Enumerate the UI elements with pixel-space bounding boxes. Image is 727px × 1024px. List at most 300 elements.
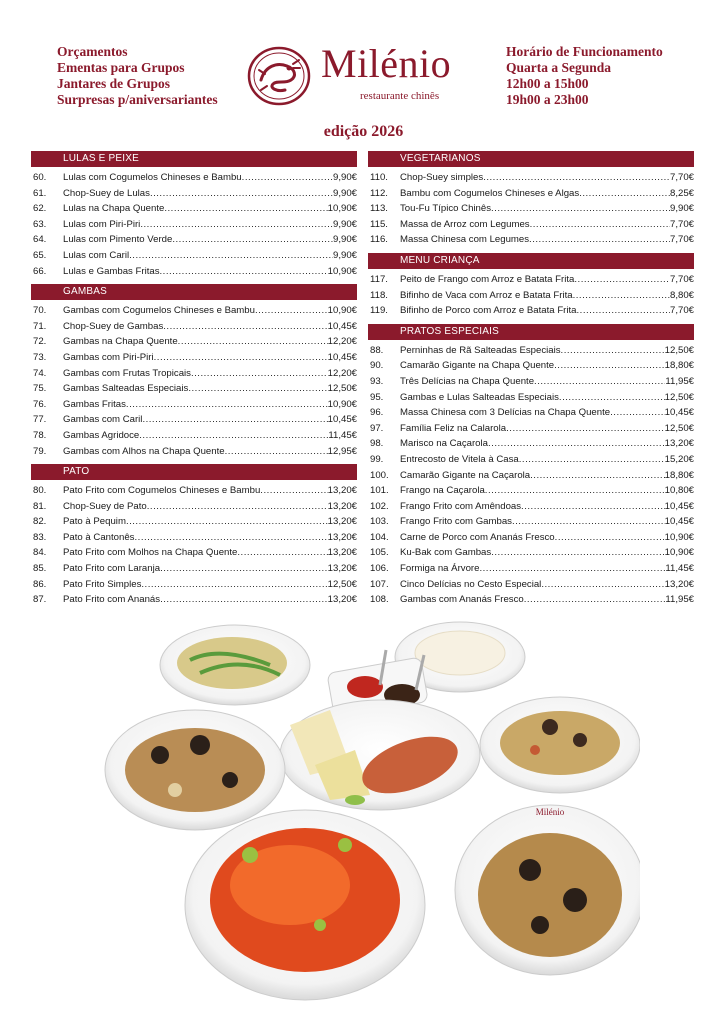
menu-item-price: 13,20€ xyxy=(664,578,694,590)
dot-leader xyxy=(178,334,328,350)
menu-item xyxy=(368,201,694,217)
menu-item xyxy=(368,390,694,406)
menu-item-number: 119. xyxy=(370,305,388,317)
dot-leader xyxy=(579,186,670,202)
menu-item-number: 83. xyxy=(33,531,47,543)
menu-item-name: Frango Frito com Gambas xyxy=(400,516,512,528)
menu-item-price: 15,20€ xyxy=(664,453,694,465)
dot-leader xyxy=(573,288,670,304)
menu-item xyxy=(31,264,357,280)
menu-item-number: 101. xyxy=(370,485,389,497)
menu-item-price: 7,70€ xyxy=(669,305,694,317)
menu-item-body xyxy=(63,499,357,515)
menu-item-number: 75. xyxy=(33,383,47,395)
menu-item-name: Família Feliz na Calarola xyxy=(400,422,507,434)
menu-item-body xyxy=(400,201,694,217)
menu-item-body xyxy=(63,514,357,530)
menu-item xyxy=(31,397,357,413)
menu-item-body xyxy=(400,405,694,421)
menu-column-left xyxy=(31,150,357,608)
menu-item xyxy=(31,366,357,382)
menu-item xyxy=(368,499,694,515)
dot-leader xyxy=(188,381,327,397)
dot-leader xyxy=(577,303,670,319)
restaurant-logo xyxy=(247,41,487,110)
dot-leader xyxy=(237,545,327,561)
menu-item-name: Chop-Suey de Lulas xyxy=(63,187,150,199)
dot-leader xyxy=(255,303,328,319)
menu-item-number: 103. xyxy=(370,516,389,528)
menu-item-number: 73. xyxy=(33,351,47,363)
menu-item-body xyxy=(400,561,694,577)
menu-item-body xyxy=(400,468,694,484)
menu-item-name: Pato Frito Simples xyxy=(63,578,142,590)
menu-item-number: 86. xyxy=(33,578,47,590)
menu-item xyxy=(368,577,694,593)
menu-item-name: Gambas Fritas xyxy=(63,398,126,410)
menu-item-price: 13,20€ xyxy=(327,563,357,575)
menu-item xyxy=(368,272,694,288)
menu-item-number: 78. xyxy=(33,429,47,441)
menu-item-name: Entrecosto de Vitela à Casa xyxy=(400,453,519,465)
section-header: GAMBAS xyxy=(31,284,357,300)
section-header: MENU CRIANÇA xyxy=(368,253,694,269)
menu-item-price: 10,45€ xyxy=(327,414,357,426)
menu-item-number: 90. xyxy=(370,360,384,372)
menu-item xyxy=(368,374,694,390)
dot-leader xyxy=(519,452,665,468)
menu-item-price: 10,90€ xyxy=(664,547,694,559)
menu-item-number: 81. xyxy=(33,500,47,512)
menu-item-price: 11,45€ xyxy=(665,563,694,575)
services-line: Orçamentos xyxy=(57,44,128,59)
menu-item xyxy=(368,545,694,561)
menu-item-number: 110. xyxy=(370,172,388,183)
menu-item xyxy=(368,483,694,499)
dot-leader xyxy=(491,201,670,217)
menu-item-body xyxy=(400,232,694,248)
menu-item-price: 9,90€ xyxy=(332,187,357,199)
menu-item-body xyxy=(63,366,357,382)
menu-item-price: 13,20€ xyxy=(327,531,357,543)
menu-item-number: 118. xyxy=(370,289,388,301)
menu-item-name: Massa Chinesa com Legumes xyxy=(400,234,530,246)
section-header: VEGETARIANOS xyxy=(368,151,694,167)
menu-item-body xyxy=(400,217,694,233)
menu-item xyxy=(368,288,694,304)
menu-item-body xyxy=(400,421,694,437)
menu-item-number: 66. xyxy=(33,265,47,277)
menu-item-name: Lulas e Gambas Fritas xyxy=(63,265,160,277)
menu-item-number: 99. xyxy=(370,453,384,465)
menu-item-number: 72. xyxy=(33,336,47,348)
menu-item-body xyxy=(63,264,357,280)
menu-item-number: 84. xyxy=(33,547,47,559)
menu-item-number: 71. xyxy=(33,320,47,332)
dot-leader xyxy=(541,577,664,593)
menu-item-name: Gambas na Chapa Quente xyxy=(63,336,178,348)
dishes-photo xyxy=(80,615,640,1015)
menu-item-price: 10,90€ xyxy=(327,305,357,317)
menu-item-price: 7,70€ xyxy=(669,234,694,246)
menu-item-price: 18,80€ xyxy=(664,360,694,372)
menu-item-number: 104. xyxy=(370,531,389,543)
edition-title: edição 2026 xyxy=(323,123,404,140)
menu-item-price: 13,20€ xyxy=(327,500,357,512)
hours-line: Horário de Funcionamento xyxy=(506,44,663,59)
menu-item xyxy=(368,421,694,437)
menu-item xyxy=(368,186,694,202)
menu-item-price: 9,90€ xyxy=(332,234,357,246)
hours-line: Quarta a Segunda xyxy=(506,60,612,75)
menu-item-body xyxy=(400,545,694,561)
dot-leader xyxy=(142,412,327,428)
menu-item-body xyxy=(63,319,357,335)
menu-item xyxy=(31,412,357,428)
menu-item xyxy=(31,545,357,561)
menu-item-price: 13,20€ xyxy=(327,516,357,528)
menu-item-price: 12,50€ xyxy=(664,391,694,403)
menu-item-body xyxy=(63,381,357,397)
menu-item-number: 62. xyxy=(33,203,47,215)
menu-item-body xyxy=(63,397,357,413)
menu-item-body xyxy=(400,499,694,515)
menu-item xyxy=(31,303,357,319)
dot-leader xyxy=(242,170,333,186)
menu-item-body xyxy=(63,412,357,428)
menu-item-price: 8,80€ xyxy=(669,289,694,301)
menu-item-body xyxy=(63,248,357,264)
menu-item-price: 10,90€ xyxy=(664,531,694,543)
menu-item-number: 98. xyxy=(370,438,384,450)
menu-item-number: 115. xyxy=(370,218,388,230)
menu-item-body xyxy=(63,170,357,186)
dot-leader xyxy=(574,272,670,288)
dot-leader xyxy=(154,350,328,366)
menu-item-number: 77. xyxy=(33,414,47,426)
menu-item-body xyxy=(63,303,357,319)
menu-item-body xyxy=(63,232,357,248)
menu-item-body xyxy=(400,483,694,499)
menu-item-name: Pato à Pequim xyxy=(63,516,126,528)
menu-item-name: Gambas Agridoce xyxy=(63,429,140,441)
menu-item-name: Camarão Gigante na Caçarola xyxy=(400,469,531,481)
dot-leader xyxy=(129,248,333,264)
menu-item-name: Chop-Suey simples xyxy=(400,172,484,183)
menu-item-name: Gambas Salteadas Especiais xyxy=(63,383,189,395)
menu-item-name: Gambas com Cogumelos Chineses e Bambu xyxy=(63,305,255,317)
dot-leader xyxy=(147,499,328,515)
menu-item-name: Camarão Gigante na Chapa Quente xyxy=(400,360,555,372)
menu-item-body xyxy=(63,561,357,577)
menu-item-price: 18,80€ xyxy=(664,469,694,481)
menu-item-name: Marisco na Caçarola xyxy=(400,438,488,450)
menu-item-body xyxy=(400,452,694,468)
dot-leader xyxy=(191,366,328,382)
menu-item-name: Frango na Caçarola xyxy=(400,485,485,497)
menu-item-name: Lulas com Caril xyxy=(63,249,130,261)
menu-item xyxy=(368,343,694,359)
dot-leader xyxy=(530,217,670,233)
menu-item-body xyxy=(400,343,694,359)
menu-item-name: Bambu com Cogumelos Chineses e Algas xyxy=(400,187,580,199)
menu-item xyxy=(31,186,357,202)
dot-leader xyxy=(160,592,328,608)
menu-item xyxy=(31,170,357,186)
dot-leader xyxy=(126,397,328,413)
menu-item-body xyxy=(63,545,357,561)
menu-item-number: 100. xyxy=(370,469,389,481)
hours-line: 19h00 a 23h00 xyxy=(506,92,589,107)
menu-item-price: 9,90€ xyxy=(669,203,694,215)
menu-item-price: 12,50€ xyxy=(664,344,694,356)
menu-item-price: 11,95€ xyxy=(665,594,694,606)
menu-item-number: 116. xyxy=(370,234,388,246)
menu-item-body xyxy=(400,358,694,374)
menu-item-price: 13,20€ xyxy=(327,547,357,559)
menu-item-price: 10,90€ xyxy=(327,203,357,215)
menu-item-number: 88. xyxy=(370,344,384,356)
menu-item xyxy=(31,350,357,366)
menu-item-body xyxy=(400,514,694,530)
menu-item-body xyxy=(63,186,357,202)
menu-item-name: Gambas com Alhos na Chapa Quente xyxy=(63,445,225,457)
menu-item xyxy=(31,499,357,515)
menu-item-body xyxy=(63,217,357,233)
menu-item xyxy=(31,381,357,397)
menu-item-price: 12,20€ xyxy=(327,336,357,348)
dot-leader xyxy=(260,483,327,499)
dot-leader xyxy=(530,468,665,484)
dot-leader xyxy=(521,499,665,515)
menu-item-price: 9,90€ xyxy=(332,249,357,261)
menu-item-number: 117. xyxy=(370,273,388,285)
menu-item-number: 96. xyxy=(370,407,384,419)
menu-item-body xyxy=(63,483,357,499)
menu-item-price: 11,45€ xyxy=(328,429,357,441)
menu-item xyxy=(368,436,694,452)
section-header: LULAS E PEIXE xyxy=(31,151,357,167)
menu-item-price: 10,90€ xyxy=(327,265,357,277)
menu-item-body xyxy=(63,444,357,460)
menu-item-number: 87. xyxy=(33,594,47,606)
menu-item-name: Pato Frito com Ananás xyxy=(63,594,161,606)
menu-item-name: Frango Frito com Amêndoas xyxy=(400,500,522,512)
section-header: PATO xyxy=(31,464,357,480)
menu-column-right xyxy=(368,150,694,608)
dot-leader xyxy=(491,545,664,561)
dot-leader xyxy=(164,201,327,217)
menu-item-name: Gambas com Piri-Piri xyxy=(63,351,154,363)
dot-leader xyxy=(512,514,665,530)
menu-item-number: 70. xyxy=(33,305,47,317)
menu-item-name: Bifinho de Porco com Arroz e Batata Frita xyxy=(400,305,577,317)
menu-item-number: 76. xyxy=(33,398,47,410)
menu-item-price: 7,70€ xyxy=(669,218,694,230)
services-line: Surpresas p/aniversariantes xyxy=(57,92,218,107)
menu-item-name: Três Delícias na Chapa Quente xyxy=(400,375,535,387)
dot-leader xyxy=(225,444,328,460)
menu-item xyxy=(31,444,357,460)
menu-item xyxy=(31,428,357,444)
dot-leader xyxy=(534,374,665,390)
menu-item-number: 108. xyxy=(370,594,389,606)
menu-item-name: Formiga na Árvore xyxy=(400,563,480,575)
menu-item xyxy=(368,561,694,577)
menu-item-name: Cinco Delícias no Cesto Especial xyxy=(400,578,542,590)
menu-item-name: Peito de Frango com Arroz e Batata Frita xyxy=(400,273,575,285)
dot-leader xyxy=(561,343,665,359)
menu-item-name: Pato à Cantonês xyxy=(63,531,135,543)
menu-item-price: 7,70€ xyxy=(669,172,694,183)
menu-item-name: Tou-Fu Típico Chinês xyxy=(400,203,492,215)
dot-leader xyxy=(126,514,328,530)
menu-item xyxy=(31,483,357,499)
menu-item xyxy=(368,170,694,186)
menu-item xyxy=(31,592,357,608)
menu-item-name: Pato Frito com Cogumelos Chineses e Bambu xyxy=(63,485,261,497)
menu-item-body xyxy=(400,186,694,202)
menu-item-number: 80. xyxy=(33,485,47,497)
menu-item-body xyxy=(63,201,357,217)
menu-item-name: Lulas com Cogumelos Chineses e Bambu xyxy=(63,172,242,183)
menu-item-price: 10,90€ xyxy=(327,398,357,410)
menu-item-price: 13,20€ xyxy=(327,485,357,497)
menu-item-number: 105. xyxy=(370,547,389,559)
menu-item-price: 10,80€ xyxy=(664,485,694,497)
dot-leader xyxy=(610,405,665,421)
menu-item-body xyxy=(63,592,357,608)
menu-item xyxy=(31,334,357,350)
menu-item-name: Gambas e Lulas Salteadas Especiais xyxy=(400,391,559,403)
menu-item xyxy=(368,232,694,248)
menu-item-name: Lulas com Pimento Verde xyxy=(63,234,173,246)
menu-item-body xyxy=(400,577,694,593)
dot-leader xyxy=(506,421,665,437)
menu-item-name: Lulas na Chapa Quente xyxy=(63,203,165,215)
menu-item xyxy=(31,561,357,577)
services-line: Ementas para Grupos xyxy=(57,60,185,75)
menu-item-number: 65. xyxy=(33,249,47,261)
dot-leader xyxy=(555,530,665,546)
menu-item-price: 8,25€ xyxy=(669,187,694,199)
menu-item-price: 9,90€ xyxy=(332,172,357,183)
menu-item-name: Gambas com Frutas Tropicais xyxy=(63,367,191,379)
menu-item-name: Pato Frito com Laranja xyxy=(63,563,161,575)
menu-item-body xyxy=(400,374,694,390)
menu-item xyxy=(368,405,694,421)
menu-item-price: 11,95€ xyxy=(665,375,694,387)
menu-item-number: 79. xyxy=(33,445,47,457)
menu-item xyxy=(31,232,357,248)
dot-leader xyxy=(529,232,670,248)
menu-item-body xyxy=(400,530,694,546)
dot-leader xyxy=(172,232,333,248)
menu-item-name: Chop-Suey de Pato xyxy=(63,500,147,512)
menu-item-name: Carne de Porco com Ananás Fresco xyxy=(400,531,555,543)
menu-item-number: 85. xyxy=(33,563,47,575)
menu-item-price: 10,45€ xyxy=(327,320,357,332)
dot-leader xyxy=(140,217,333,233)
menu-item-number: 61. xyxy=(33,187,47,199)
menu-item xyxy=(31,530,357,546)
menu-item-price: 10,45€ xyxy=(664,516,694,528)
menu-item-number: 82. xyxy=(33,516,47,528)
menu-item-price: 13,20€ xyxy=(327,594,357,606)
dot-leader xyxy=(485,483,665,499)
menu-item-name: Gambas com Caril xyxy=(63,414,143,426)
menu-item-body xyxy=(400,170,694,186)
dot-leader xyxy=(524,592,666,608)
dot-leader xyxy=(139,428,328,444)
menu-item xyxy=(368,358,694,374)
menu-item-body xyxy=(400,390,694,406)
menu-item-number: 112. xyxy=(370,187,388,199)
menu-item-number: 74. xyxy=(33,367,47,379)
menu-item-number: 63. xyxy=(33,218,47,230)
dot-leader xyxy=(160,561,328,577)
menu-item xyxy=(31,319,357,335)
menu-item-number: 106. xyxy=(370,563,389,575)
menu-item-body xyxy=(400,288,694,304)
menu-item-name: Bifinho de Vaca com Arroz e Batata Frita xyxy=(400,289,573,301)
menu-item-price: 12,50€ xyxy=(664,422,694,434)
section-header: PRATOS ESPECIAIS xyxy=(368,324,694,340)
services-list xyxy=(57,44,218,108)
menu-item-name: Gambas com Ananás Fresco xyxy=(400,594,524,606)
menu-item-name: Ku-Bak com Gambas xyxy=(400,547,492,559)
menu-item-body xyxy=(63,530,357,546)
menu-item-price: 7,70€ xyxy=(669,273,694,285)
menu-item-number: 60. xyxy=(33,172,47,183)
menu-item xyxy=(31,217,357,233)
services-line: Jantares de Grupos xyxy=(57,76,171,91)
dot-leader xyxy=(559,390,665,406)
menu-item-body xyxy=(400,303,694,319)
menu-item-number: 113. xyxy=(370,203,388,215)
menu-item-body xyxy=(400,436,694,452)
dot-leader xyxy=(141,577,327,593)
menu-item-name: Massa de Arroz com Legumes xyxy=(400,218,530,230)
menu-item-price: 12,95€ xyxy=(327,445,357,457)
menu-item-number: 107. xyxy=(370,578,389,590)
menu-item-body xyxy=(63,350,357,366)
dot-leader xyxy=(488,436,665,452)
menu-item xyxy=(31,248,357,264)
menu-item-price: 13,20€ xyxy=(664,438,694,450)
dot-leader xyxy=(483,170,670,186)
menu-item xyxy=(368,303,694,319)
menu-item xyxy=(368,452,694,468)
menu-item xyxy=(31,577,357,593)
menu-item-number: 93. xyxy=(370,375,384,387)
menu-item-number: 64. xyxy=(33,234,47,246)
menu-item-number: 95. xyxy=(370,391,384,403)
menu-item-body xyxy=(63,577,357,593)
menu-item-name: Pato Frito com Molhos na Chapa Quente xyxy=(63,547,238,559)
plate-logo-text: Milénio xyxy=(535,807,565,817)
hours-line: 12h00 a 15h00 xyxy=(506,76,589,91)
dragon-seal-icon xyxy=(247,46,311,106)
menu-item-number: 97. xyxy=(370,422,384,434)
opening-hours xyxy=(506,44,663,108)
menu-item xyxy=(368,530,694,546)
menu-item xyxy=(368,514,694,530)
menu-item-name: Massa Chinesa com 3 Delícias na Chapa Quente xyxy=(400,407,611,419)
logo-subtitle: restaurante chinês xyxy=(360,90,440,102)
menu-item-body xyxy=(63,334,357,350)
menu-item-name: Chop-Suey de Gambas xyxy=(63,320,164,332)
